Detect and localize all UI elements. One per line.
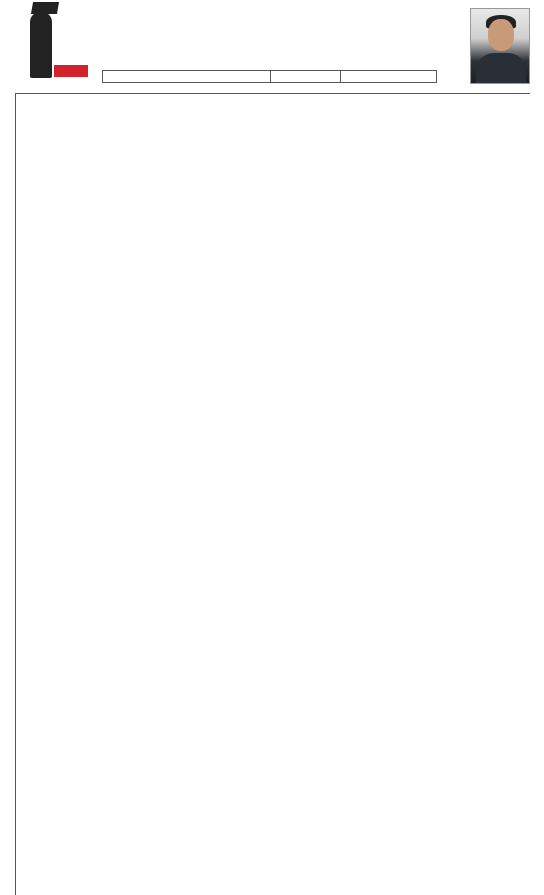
student-stats	[103, 71, 270, 82]
logo-figure	[30, 12, 52, 78]
student-name	[340, 71, 436, 82]
student-info-bar	[102, 70, 437, 83]
report-header	[0, 0, 544, 92]
student-group	[270, 71, 340, 82]
logo-badge	[54, 65, 88, 77]
photo-body	[476, 53, 526, 84]
student-photo	[470, 8, 530, 84]
photo-face	[488, 19, 514, 51]
strengths-table	[15, 93, 530, 895]
kanoon-logo	[22, 2, 90, 88]
